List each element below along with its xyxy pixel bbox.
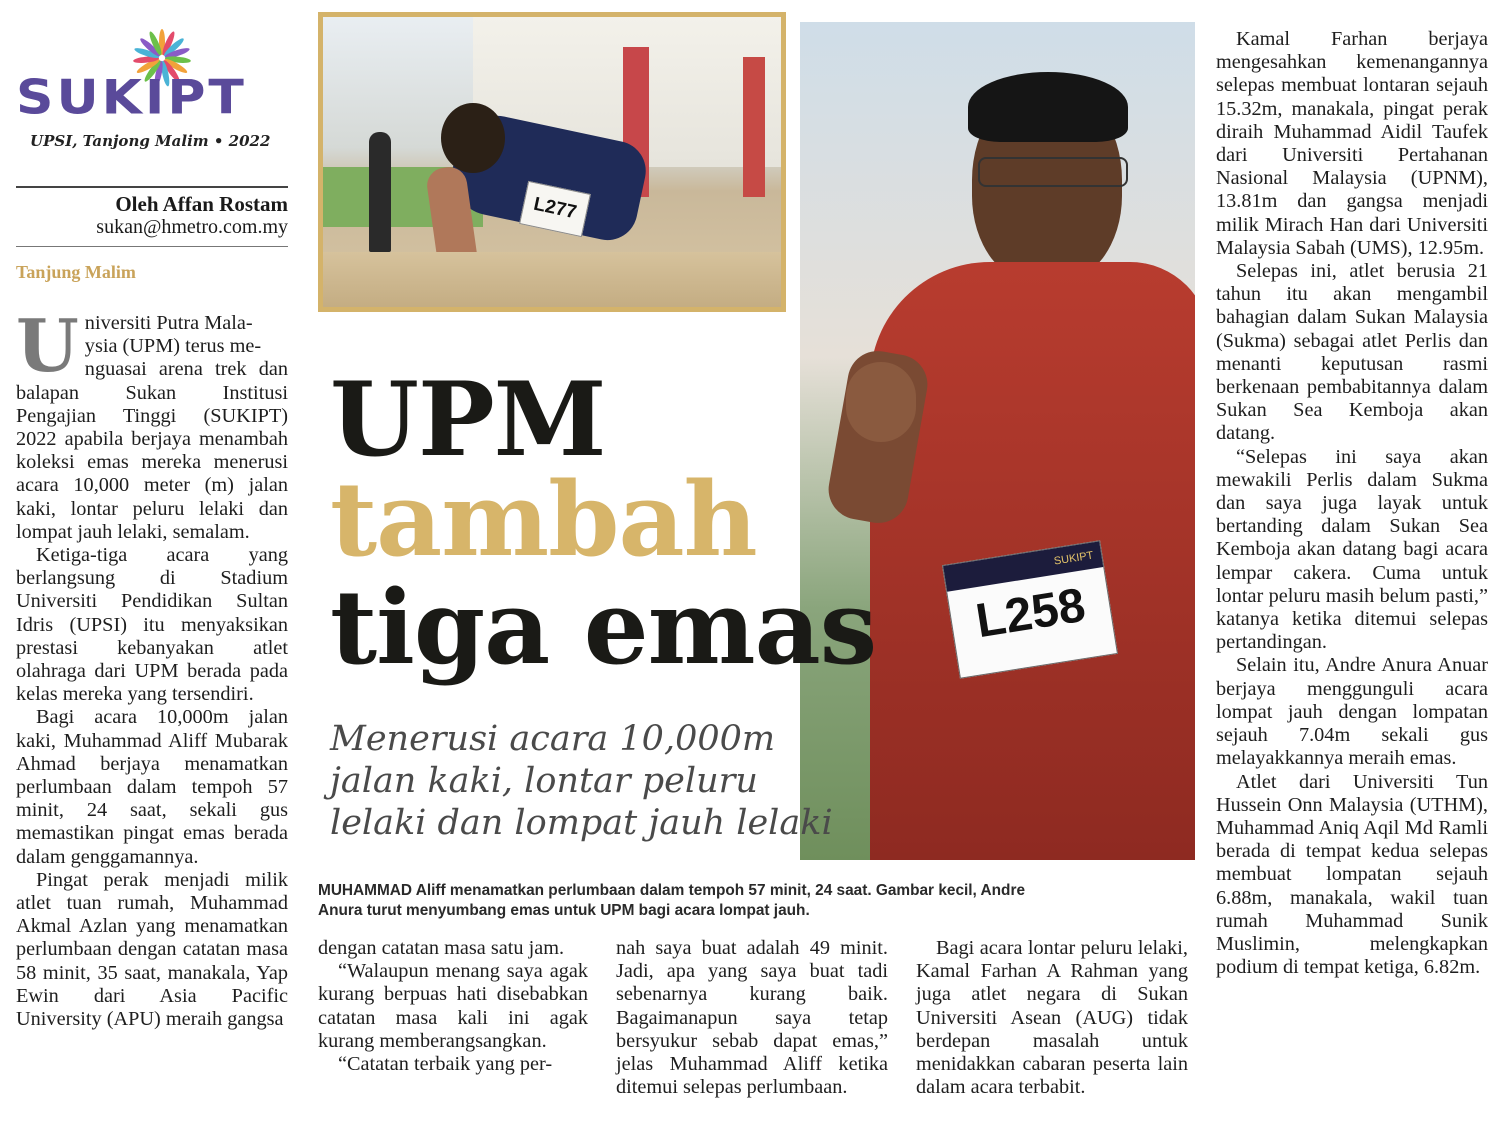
dateline: Tanjung Malim xyxy=(16,262,136,282)
logo-tagline: UPSI, Tanjong Malim • 2022 xyxy=(30,132,271,150)
subheadline-line3: lelaki dan lompat jauh lelaki xyxy=(330,803,833,843)
column-4 xyxy=(916,937,1188,1099)
inset-sand xyxy=(323,252,786,312)
headline-line2: tambah xyxy=(330,460,757,580)
col2-para3: “Catatan terbaik yang per- xyxy=(338,1053,553,1076)
subheadline-line1: Menerusi acara 10,000m xyxy=(330,719,776,759)
col1-para1-rest: dan balapan Sukan Institusi Pengajian Tinggi (SUKIPT) 2022 apabila berjaya menambah koleksi emas mereka menerusi acara 10,000 meter (m) jalan kaki, lontar peluru lelaki dan lompat jauh lelaki, semalam. xyxy=(16,358,288,543)
drop-cap: U xyxy=(16,303,79,388)
col5-para2: Selepas ini, atlet berusia 21 tahun itu akan mengambil bahagian dalam Sukan Malaysia (Sukma) sebagai atlet Perlis dan menanti keputusan rasmi berkenaan pembabitannya dalam Sukan Sea Kemboja akan datang. xyxy=(1216,260,1488,445)
logo-name: SUKIPT xyxy=(16,71,247,125)
subheadline-line2: jalan kaki, lontar peluru xyxy=(330,761,758,801)
byline-author: Oleh Affan Rostam xyxy=(115,192,288,216)
column-2 xyxy=(318,937,588,1076)
col1-line3: nguasai arena trek xyxy=(84,358,247,381)
col2-para1: dengan catatan masa satu jam. xyxy=(318,937,565,959)
col4-para1: Bagi acara lontar peluru lelaki, Kamal Farhan A Rahman yang juga atlet negara di Sukan Universiti Asean (AUG) tidak berdepan masalah untuk menidakkan cabaran peserta lain dalam acara terbabit. xyxy=(916,937,1188,1099)
col1-para3: Bagi acara 10,000m jalan kaki, Muhammad Aliff Mubarak Ahmad berjaya menamatkan perlumbaan dalam tempoh 57 minit, 24 saat, sekali gus memastikan pingat emas berada dalam genggamannya. xyxy=(16,706,288,868)
runner-glasses xyxy=(978,157,1128,187)
inset-red-pillar-2 xyxy=(743,57,765,197)
main-photo xyxy=(800,22,1195,860)
inset-bib-number: L277 xyxy=(531,193,579,224)
column-5 xyxy=(1216,28,1488,979)
byline-rule xyxy=(16,186,288,188)
headline-line3: tiga emas xyxy=(330,568,877,688)
col1-para2: Ketiga-tiga acara yang berlangsung di Stadium Universiti Pendidikan Sultan Idris (UPSI) itu menyaksikan prestasi kebanyakan atlet olahraga dari UPM berada pada kelas mereka yang tersendiri. xyxy=(16,544,288,706)
col2-para2: “Walaupun menang saya agak kurang berpuas hati disebabkan catatan masa kali ini agak kurang memberangsangkan. xyxy=(318,960,588,1052)
caption-line1: MUHAMMAD Aliff menamatkan perlumbaan dalam tempoh 57 minit, 24 saat. Gambar kecil, Andre xyxy=(318,882,1025,899)
byline-email: sukan@hmetro.com.my xyxy=(96,216,288,238)
headline-line1: UPM xyxy=(330,360,606,480)
col5-para5: Atlet dari Universiti Tun Hussein Onn Malaysia (UTHM), Muhammad Aniq Aqil Md Ramli berada di tempat kedua selepas membuat lompatan sejauh 6.88m, manakala, wakil tuan rumah Muhammad Sunik Muslimin, melengkapkan podium di tempat ketiga, 6.82m. xyxy=(1216,770,1488,979)
col5-para4: Selain itu, Andre Anura Anuar berjaya menggunguli acara lompat jauh dengan lompatan sejauh 7.04m sekali gus melayakkannya meraih emas. xyxy=(1216,654,1488,770)
sukipt-logo xyxy=(12,28,302,168)
col3-para1: nah saya buat adalah 49 minit. Jadi, apa yang saya buat tadi sebenarnya kurang baik. Bagaimanapun saya tetap bersyukur sebab dapat emas,” jelas Muhammad Aliff ketika ditemui selepas perlumbaan. xyxy=(616,937,888,1099)
main-bib-number: L258 xyxy=(972,578,1089,649)
byline-rule-bottom xyxy=(16,246,288,247)
inset-official-figure xyxy=(369,132,391,252)
photo-caption xyxy=(318,881,1198,921)
inset-jumper-head xyxy=(441,103,505,173)
col1-para4: Pingat perak menjadi milik atlet tuan rumah, Muhammad Akmal Azlan yang menamatkan perlumbaan dengan catatan masa 58 minit, 35 saat, manakala, Yap Ewin dari Asia Pacific University (APU) meraih gangsa xyxy=(16,868,288,1031)
col1-line2: ysia (UPM) terus me- xyxy=(84,335,262,358)
runner-hair xyxy=(968,72,1128,142)
main-bib-header-text: SUKIPT xyxy=(1053,549,1095,568)
column-3 xyxy=(616,937,888,1099)
inset-photo xyxy=(318,12,786,312)
runner-fist xyxy=(846,362,916,442)
column-1 xyxy=(16,303,288,1031)
col1-line1: niversiti Putra Mala- xyxy=(84,312,253,334)
col5-para3: “Selepas ini saya akan mewakili Perlis dalam Sukma dan saya juga layak untuk bertanding dalam Sukan Sea Kemboja akan datang bagi acara lempar cakera. Cuma untuk lontar peluru masih belum pasti,” katanya ketika ditemui selepas pertandingan. xyxy=(1216,445,1488,654)
col5-para1: Kamal Farhan berjaya mengesahkan kemenangannya selepas membuat lontaran sejauh 15.32m, manakala, pingat perak diraih Muhammad Aidil Taufek dari Universiti Pertahanan Nasional Malaysia (UPNM), 13.81m dan gangsa menjadi milik Mirach Han dari Universiti Malaysia Sabah (UMS), 12.95m. xyxy=(1216,28,1488,259)
caption-line2: Anura turut menyumbang emas untuk UPM bagi acara lompat jauh. xyxy=(318,902,810,919)
